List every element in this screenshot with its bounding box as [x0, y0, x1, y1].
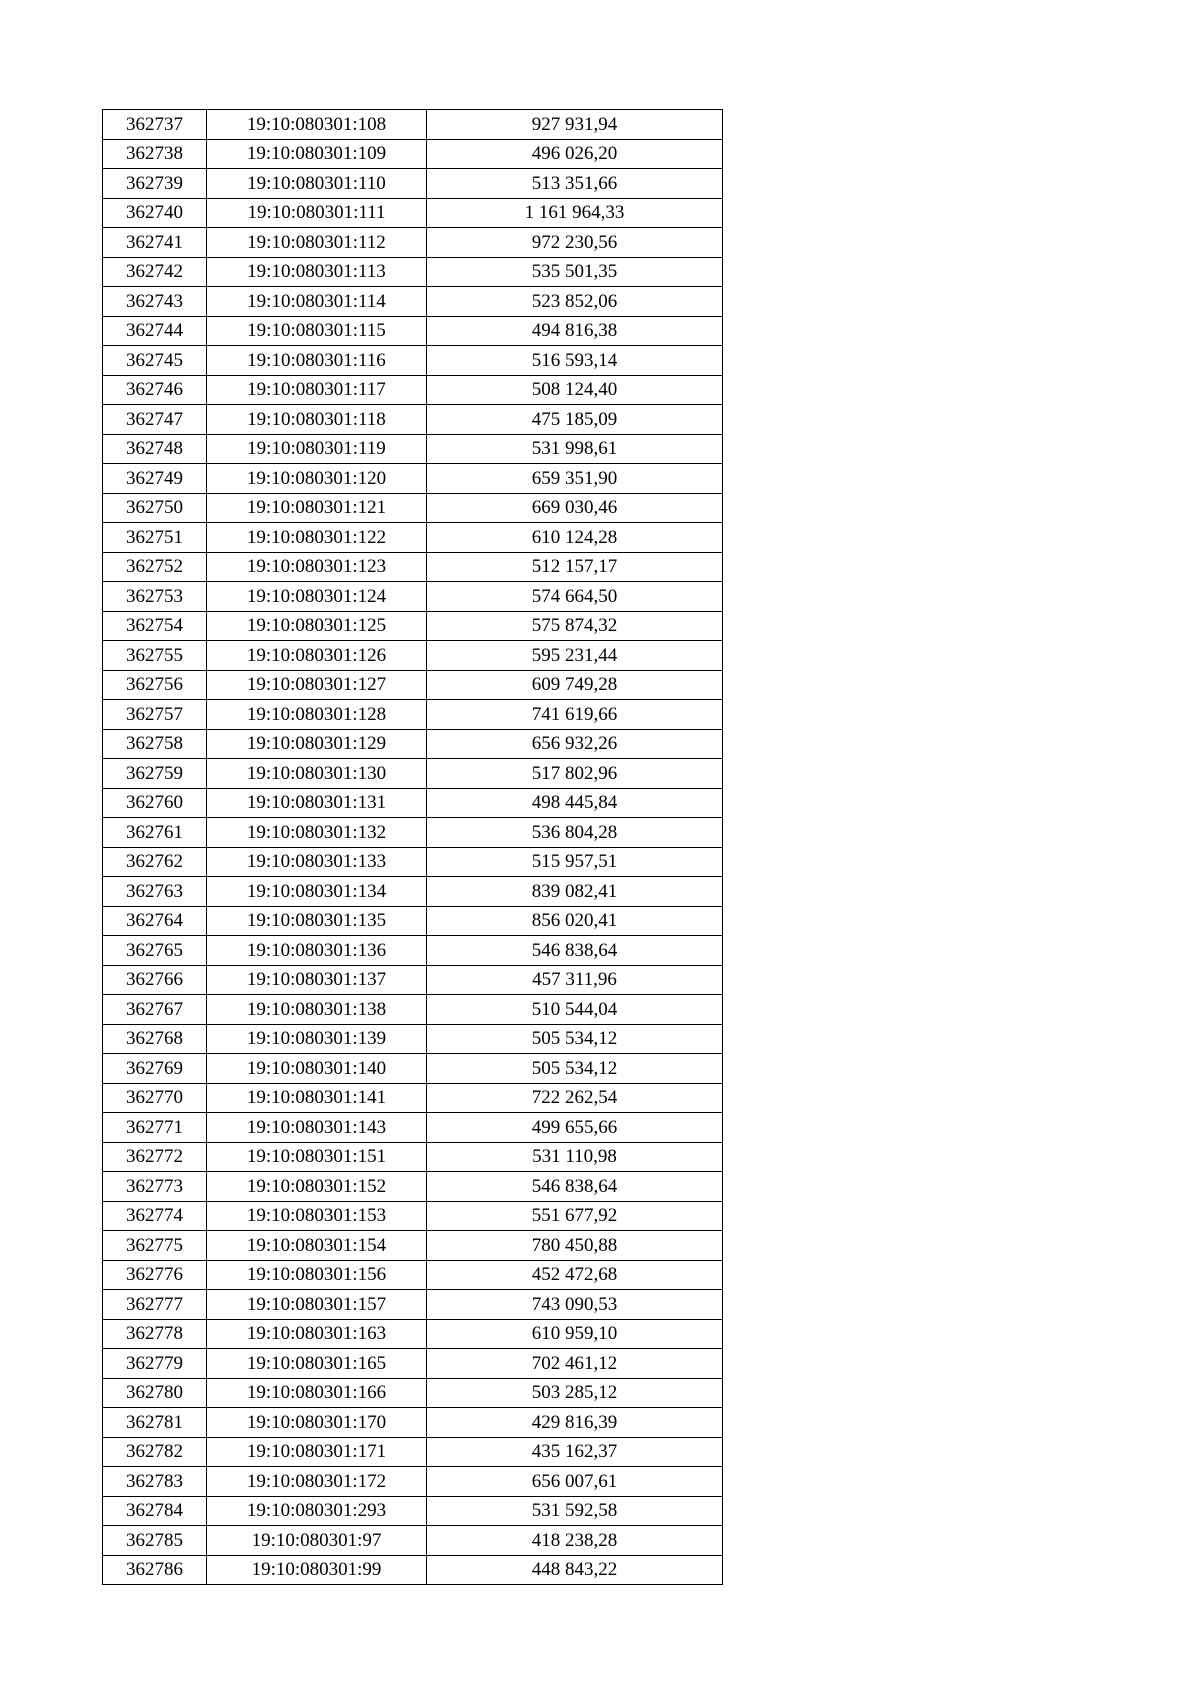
cadastral-value-cell: 535 501,35 — [427, 257, 723, 287]
cadastral-number-cell: 19:10:080301:293 — [207, 1496, 427, 1526]
table-row — [103, 582, 723, 612]
table-row — [103, 936, 723, 966]
row-number-cell: 362737 — [103, 110, 207, 140]
row-number-cell: 362767 — [103, 995, 207, 1025]
table-row — [103, 611, 723, 641]
table-row — [103, 464, 723, 494]
table-row — [103, 906, 723, 936]
row-number-cell: 362756 — [103, 670, 207, 700]
row-number-cell: 362747 — [103, 405, 207, 435]
row-number-cell: 362762 — [103, 847, 207, 877]
cadastral-value-cell: 503 285,12 — [427, 1378, 723, 1408]
table-row — [103, 700, 723, 730]
cadastral-number-cell: 19:10:080301:141 — [207, 1083, 427, 1113]
cadastral-value-cell: 517 802,96 — [427, 759, 723, 789]
row-number-cell: 362739 — [103, 169, 207, 199]
cadastral-value-cell: 513 351,66 — [427, 169, 723, 199]
row-number-cell: 362779 — [103, 1349, 207, 1379]
cadastral-value-cell: 523 852,06 — [427, 287, 723, 317]
cadastral-number-cell: 19:10:080301:129 — [207, 729, 427, 759]
cadastral-number-cell: 19:10:080301:109 — [207, 139, 427, 169]
table-row — [103, 405, 723, 435]
row-number-cell: 362745 — [103, 346, 207, 376]
table-row — [103, 1201, 723, 1231]
row-number-cell: 362752 — [103, 552, 207, 582]
cadastral-value-cell: 510 544,04 — [427, 995, 723, 1025]
cadastral-number-cell: 19:10:080301:137 — [207, 965, 427, 995]
row-number-cell: 362782 — [103, 1437, 207, 1467]
row-number-cell: 362755 — [103, 641, 207, 671]
table-row — [103, 1083, 723, 1113]
cadastral-number-cell: 19:10:080301:140 — [207, 1054, 427, 1084]
cadastral-number-cell: 19:10:080301:134 — [207, 877, 427, 907]
cadastral-number-cell: 19:10:080301:165 — [207, 1349, 427, 1379]
cadastral-value-cell: 531 998,61 — [427, 434, 723, 464]
table-row — [103, 1467, 723, 1497]
row-number-cell: 362778 — [103, 1319, 207, 1349]
table-row — [103, 228, 723, 258]
table-body — [103, 110, 723, 1585]
table-row — [103, 346, 723, 376]
cadastral-value-cell: 475 185,09 — [427, 405, 723, 435]
row-number-cell: 362784 — [103, 1496, 207, 1526]
row-number-cell: 362741 — [103, 228, 207, 258]
cadastral-number-cell: 19:10:080301:133 — [207, 847, 427, 877]
cadastral-value-cell: 669 030,46 — [427, 493, 723, 523]
table-row — [103, 1496, 723, 1526]
cadastral-number-cell: 19:10:080301:118 — [207, 405, 427, 435]
cadastral-number-cell: 19:10:080301:123 — [207, 552, 427, 582]
table-row — [103, 1024, 723, 1054]
cadastral-value-cell: 508 124,40 — [427, 375, 723, 405]
table-row — [103, 552, 723, 582]
cadastral-value-cell: 609 749,28 — [427, 670, 723, 700]
row-number-cell: 362753 — [103, 582, 207, 612]
table-row — [103, 1290, 723, 1320]
cadastral-number-cell: 19:10:080301:153 — [207, 1201, 427, 1231]
table-row — [103, 818, 723, 848]
cadastral-value-cell: 448 843,22 — [427, 1555, 723, 1585]
table-row — [103, 1142, 723, 1172]
cadastral-number-cell: 19:10:080301:99 — [207, 1555, 427, 1585]
cadastral-value-cell: 574 664,50 — [427, 582, 723, 612]
table-row — [103, 1113, 723, 1143]
table-row — [103, 1437, 723, 1467]
cadastral-number-cell: 19:10:080301:163 — [207, 1319, 427, 1349]
cadastral-number-cell: 19:10:080301:128 — [207, 700, 427, 730]
row-number-cell: 362770 — [103, 1083, 207, 1113]
cadastral-value-cell: 494 816,38 — [427, 316, 723, 346]
table-row — [103, 641, 723, 671]
cadastral-number-cell: 19:10:080301:170 — [207, 1408, 427, 1438]
cadastral-value-cell: 595 231,44 — [427, 641, 723, 671]
cadastral-number-cell: 19:10:080301:143 — [207, 1113, 427, 1143]
row-number-cell: 362759 — [103, 759, 207, 789]
cadastral-number-cell: 19:10:080301:113 — [207, 257, 427, 287]
cadastral-number-cell: 19:10:080301:122 — [207, 523, 427, 553]
cadastral-value-cell: 610 959,10 — [427, 1319, 723, 1349]
row-number-cell: 362781 — [103, 1408, 207, 1438]
table-row — [103, 1231, 723, 1261]
cadastral-number-cell: 19:10:080301:156 — [207, 1260, 427, 1290]
table-row — [103, 198, 723, 228]
cadastral-number-cell: 19:10:080301:139 — [207, 1024, 427, 1054]
table-row — [103, 1054, 723, 1084]
cadastral-value-cell: 575 874,32 — [427, 611, 723, 641]
cadastral-value-cell: 429 816,39 — [427, 1408, 723, 1438]
row-number-cell: 362769 — [103, 1054, 207, 1084]
table-row — [103, 169, 723, 199]
cadastral-value-cell: 505 534,12 — [427, 1054, 723, 1084]
table-row — [103, 1260, 723, 1290]
row-number-cell: 362738 — [103, 139, 207, 169]
cadastral-value-cell: 702 461,12 — [427, 1349, 723, 1379]
cadastral-number-cell: 19:10:080301:135 — [207, 906, 427, 936]
cadastral-number-cell: 19:10:080301:127 — [207, 670, 427, 700]
cadastral-number-cell: 19:10:080301:97 — [207, 1526, 427, 1556]
row-number-cell: 362764 — [103, 906, 207, 936]
cadastral-value-cell: 610 124,28 — [427, 523, 723, 553]
cadastral-number-cell: 19:10:080301:157 — [207, 1290, 427, 1320]
cadastral-number-cell: 19:10:080301:166 — [207, 1378, 427, 1408]
cadastral-value-cell: 839 082,41 — [427, 877, 723, 907]
cadastral-number-cell: 19:10:080301:126 — [207, 641, 427, 671]
cadastral-value-cell: 741 619,66 — [427, 700, 723, 730]
cadastral-number-cell: 19:10:080301:152 — [207, 1172, 427, 1202]
cadastral-number-cell: 19:10:080301:116 — [207, 346, 427, 376]
cadastral-value-cell: 656 007,61 — [427, 1467, 723, 1497]
table-row — [103, 1526, 723, 1556]
table-row — [103, 316, 723, 346]
cadastral-value-cell: 457 311,96 — [427, 965, 723, 995]
cadastral-number-cell: 19:10:080301:112 — [207, 228, 427, 258]
row-number-cell: 362751 — [103, 523, 207, 553]
cadastral-value-cell: 531 110,98 — [427, 1142, 723, 1172]
cadastral-number-cell: 19:10:080301:114 — [207, 287, 427, 317]
cadastral-number-cell: 19:10:080301:120 — [207, 464, 427, 494]
cadastral-number-cell: 19:10:080301:117 — [207, 375, 427, 405]
row-number-cell: 362768 — [103, 1024, 207, 1054]
row-number-cell: 362777 — [103, 1290, 207, 1320]
table-row — [103, 788, 723, 818]
row-number-cell: 362776 — [103, 1260, 207, 1290]
table-row — [103, 1172, 723, 1202]
cadastral-value-cell: 505 534,12 — [427, 1024, 723, 1054]
cadastral-value-cell: 499 655,66 — [427, 1113, 723, 1143]
row-number-cell: 362774 — [103, 1201, 207, 1231]
cadastral-number-cell: 19:10:080301:132 — [207, 818, 427, 848]
table-row — [103, 670, 723, 700]
table-row — [103, 434, 723, 464]
cadastral-number-cell: 19:10:080301:131 — [207, 788, 427, 818]
cadastral-number-cell: 19:10:080301:108 — [207, 110, 427, 140]
table-row — [103, 995, 723, 1025]
row-number-cell: 362771 — [103, 1113, 207, 1143]
cadastral-value-cell: 546 838,64 — [427, 936, 723, 966]
table-row — [103, 1319, 723, 1349]
row-number-cell: 362775 — [103, 1231, 207, 1261]
row-number-cell: 362740 — [103, 198, 207, 228]
cadastral-value-cell: 856 020,41 — [427, 906, 723, 936]
cadastral-value-cell: 496 026,20 — [427, 139, 723, 169]
table-row — [103, 729, 723, 759]
row-number-cell: 362780 — [103, 1378, 207, 1408]
table-row — [103, 110, 723, 140]
cadastral-value-cell: 452 472,68 — [427, 1260, 723, 1290]
row-number-cell: 362744 — [103, 316, 207, 346]
cadastral-value-cell: 498 445,84 — [427, 788, 723, 818]
row-number-cell: 362772 — [103, 1142, 207, 1172]
cadastral-value-cell: 972 230,56 — [427, 228, 723, 258]
table-row — [103, 877, 723, 907]
cadastral-number-cell: 19:10:080301:151 — [207, 1142, 427, 1172]
cadastral-number-cell: 19:10:080301:119 — [207, 434, 427, 464]
row-number-cell: 362763 — [103, 877, 207, 907]
cadastral-number-cell: 19:10:080301:115 — [207, 316, 427, 346]
table-row — [103, 1555, 723, 1585]
cadastral-value-cell: 722 262,54 — [427, 1083, 723, 1113]
row-number-cell: 362761 — [103, 818, 207, 848]
cadastral-value-cell: 656 932,26 — [427, 729, 723, 759]
row-number-cell: 362766 — [103, 965, 207, 995]
cadastral-number-cell: 19:10:080301:121 — [207, 493, 427, 523]
row-number-cell: 362773 — [103, 1172, 207, 1202]
cadastral-number-cell: 19:10:080301:124 — [207, 582, 427, 612]
cadastral-value-cell: 536 804,28 — [427, 818, 723, 848]
cadastral-value-cell: 927 931,94 — [427, 110, 723, 140]
table-row — [103, 257, 723, 287]
table-row — [103, 287, 723, 317]
row-number-cell: 362765 — [103, 936, 207, 966]
row-number-cell: 362742 — [103, 257, 207, 287]
table-row — [103, 1349, 723, 1379]
row-number-cell: 362748 — [103, 434, 207, 464]
row-number-cell: 362758 — [103, 729, 207, 759]
cadastral-number-cell: 19:10:080301:154 — [207, 1231, 427, 1261]
cadastral-value-cell: 531 592,58 — [427, 1496, 723, 1526]
row-number-cell: 362743 — [103, 287, 207, 317]
cadastral-value-cell: 780 450,88 — [427, 1231, 723, 1261]
cadastral-number-cell: 19:10:080301:111 — [207, 198, 427, 228]
row-number-cell: 362786 — [103, 1555, 207, 1585]
cadastral-number-cell: 19:10:080301:110 — [207, 169, 427, 199]
table-row — [103, 847, 723, 877]
table-row — [103, 1408, 723, 1438]
cadastral-value-cell: 546 838,64 — [427, 1172, 723, 1202]
cadastral-number-cell: 19:10:080301:136 — [207, 936, 427, 966]
row-number-cell: 362750 — [103, 493, 207, 523]
row-number-cell: 362746 — [103, 375, 207, 405]
cadastral-value-cell: 743 090,53 — [427, 1290, 723, 1320]
row-number-cell: 362785 — [103, 1526, 207, 1556]
table-row — [103, 965, 723, 995]
row-number-cell: 362783 — [103, 1467, 207, 1497]
cadastral-number-cell: 19:10:080301:125 — [207, 611, 427, 641]
cadastral-value-cell: 1 161 964,33 — [427, 198, 723, 228]
table-row — [103, 759, 723, 789]
cadastral-value-cell: 516 593,14 — [427, 346, 723, 376]
cadastral-number-cell: 19:10:080301:138 — [207, 995, 427, 1025]
cadastral-value-cell: 659 351,90 — [427, 464, 723, 494]
cadastral-number-cell: 19:10:080301:171 — [207, 1437, 427, 1467]
cadastral-value-cell: 551 677,92 — [427, 1201, 723, 1231]
row-number-cell: 362760 — [103, 788, 207, 818]
table-row — [103, 375, 723, 405]
cadastral-value-cell: 512 157,17 — [427, 552, 723, 582]
cadastral-value-cell: 515 957,51 — [427, 847, 723, 877]
table-row — [103, 1378, 723, 1408]
row-number-cell: 362749 — [103, 464, 207, 494]
table-row — [103, 139, 723, 169]
cadastral-number-cell: 19:10:080301:172 — [207, 1467, 427, 1497]
row-number-cell: 362757 — [103, 700, 207, 730]
row-number-cell: 362754 — [103, 611, 207, 641]
cadastral-value-cell: 435 162,37 — [427, 1437, 723, 1467]
cadastral-value-table — [102, 109, 723, 1585]
table-row — [103, 493, 723, 523]
cadastral-number-cell: 19:10:080301:130 — [207, 759, 427, 789]
cadastral-value-cell: 418 238,28 — [427, 1526, 723, 1556]
table-row — [103, 523, 723, 553]
